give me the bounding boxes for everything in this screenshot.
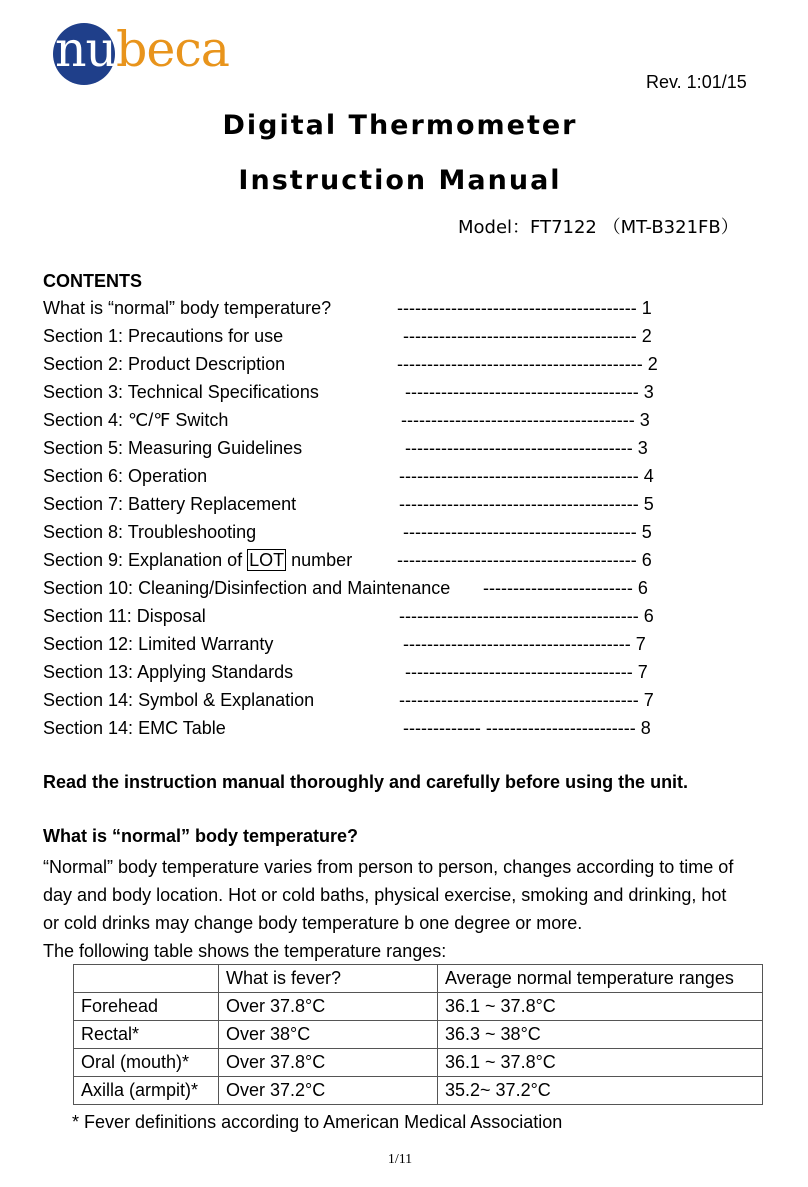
table-header-cell: Average normal temperature ranges <box>438 965 763 993</box>
logo-text-beca: beca <box>116 21 230 78</box>
table-cell: Rectal* <box>74 1021 219 1049</box>
toc-label: Section 13: Applying Standards <box>43 662 294 682</box>
toc-leader-page: ------------------------- 6 <box>483 578 648 598</box>
table-intro: The following table shows the temperature ranges: <box>43 941 447 961</box>
contents-heading: CONTENTS <box>43 271 142 291</box>
toc-leader-page: ---------------------------------------- 6 <box>397 550 652 570</box>
toc-label: Section 3: Technical Specifications <box>43 382 319 402</box>
toc-leader-page: ---------------------------------------- 1 <box>397 298 652 318</box>
toc-label: Section 5: Measuring Guidelines <box>43 438 303 458</box>
toc-label: Section 11: Disposal <box>43 606 206 626</box>
paragraph-line: “Normal” body temperature varies from person to person, changes according to time of <box>43 857 734 877</box>
paragraph-line: or cold drinks may change body temperature b one degree or more. <box>43 913 583 933</box>
toc-label: Section 10: Cleaning/Disinfection and Maintenance <box>43 578 451 598</box>
toc-leader-page: -------------------------------------- 7 <box>403 634 646 654</box>
table-header-row <box>74 965 763 993</box>
revision-label: Rev. 1:01/15 <box>646 72 747 92</box>
toc-leader-page: ----------------------------------------- 2 <box>397 354 658 374</box>
toc-label: What is “normal” body temperature? <box>43 298 332 318</box>
toc-leader-page: ---------------------------------------- 5 <box>399 494 654 514</box>
table-row <box>74 1077 763 1105</box>
page-number: 1/11 <box>387 1152 413 1167</box>
lot-boxed-text: LOT <box>249 550 285 570</box>
table-header-cell: What is fever? <box>219 965 438 993</box>
model-label: Model：FT7122 （MT-B321FB） <box>458 217 739 238</box>
toc-label: Section 14: EMC Table <box>43 718 226 738</box>
toc-leader-page: ---------------------------------------- 6 <box>399 606 654 626</box>
toc-label-text: number <box>286 550 353 570</box>
toc-leader-page: --------------------------------------- 3 <box>405 382 654 402</box>
toc-leader-page: --------------------------------------- 3 <box>401 410 650 430</box>
table-header-cell <box>74 965 219 993</box>
table-cell: Forehead <box>74 993 219 1021</box>
toc-label: Section 14: Symbol & Explanation <box>43 690 315 710</box>
table-row <box>74 1049 763 1077</box>
read-manual-note: Read the instruction manual thoroughly and carefully before using the unit. <box>43 772 689 792</box>
toc-leader-page: ---------------------------------------- 7 <box>399 690 654 710</box>
toc-label: Section 8: Troubleshooting <box>43 522 257 542</box>
toc-label: Section 1: Precautions for use <box>43 326 284 346</box>
table-cell: 36.1 ~ 37.8°C <box>438 1049 763 1077</box>
table-cell: Over 37.2°C <box>219 1077 438 1105</box>
toc-leader-page: -------------------------------------- 3 <box>405 438 648 458</box>
toc-leader-page: --------------------------------------- 2 <box>403 326 652 346</box>
table-cell: Over 37.8°C <box>219 993 438 1021</box>
table-cell: Axilla (armpit)* <box>74 1077 219 1105</box>
toc-label: Section 6: Operation <box>43 466 208 486</box>
logo-text-nu: nu <box>55 21 117 78</box>
paragraph-line: day and body location. Hot or cold baths, physical exercise, smoking and drinking, hot <box>43 885 727 905</box>
toc-label: Section 12: Limited Warranty <box>43 634 274 654</box>
toc-label-text: Section 9: Explanation of <box>43 550 248 570</box>
table-cell: 36.3 ~ 38°C <box>438 1021 763 1049</box>
title-line-1: Digital Thermometer <box>222 110 578 141</box>
toc-label <box>43 550 352 571</box>
title-line-2: Instruction Manual <box>238 165 562 196</box>
toc-leader-page: ---------------------------------------- 4 <box>399 466 654 486</box>
table-cell: 36.1 ~ 37.8°C <box>438 993 763 1021</box>
table-row <box>74 993 763 1021</box>
toc-label: Section 4: ℃/℉ Switch <box>43 410 229 430</box>
table-row <box>74 1021 763 1049</box>
toc-label: Section 7: Battery Replacement <box>43 494 297 514</box>
table-cell: Over 37.8°C <box>219 1049 438 1077</box>
footnote: * Fever definitions according to American Medical Association <box>72 1112 563 1132</box>
normal-temp-heading: What is “normal” body temperature? <box>43 826 359 846</box>
table-cell: 35.2~ 37.2°C <box>438 1077 763 1105</box>
toc-leader-page: --------------------------------------- 5 <box>403 522 652 542</box>
toc-leader-page: ------------- ------------------------- 8 <box>403 718 651 738</box>
toc-leader-page: -------------------------------------- 7 <box>405 662 648 682</box>
toc-label: Section 2: Product Description <box>43 354 286 374</box>
table-cell: Oral (mouth)* <box>74 1049 219 1077</box>
table-cell: Over 38°C <box>219 1021 438 1049</box>
temperature-table <box>73 964 763 1105</box>
